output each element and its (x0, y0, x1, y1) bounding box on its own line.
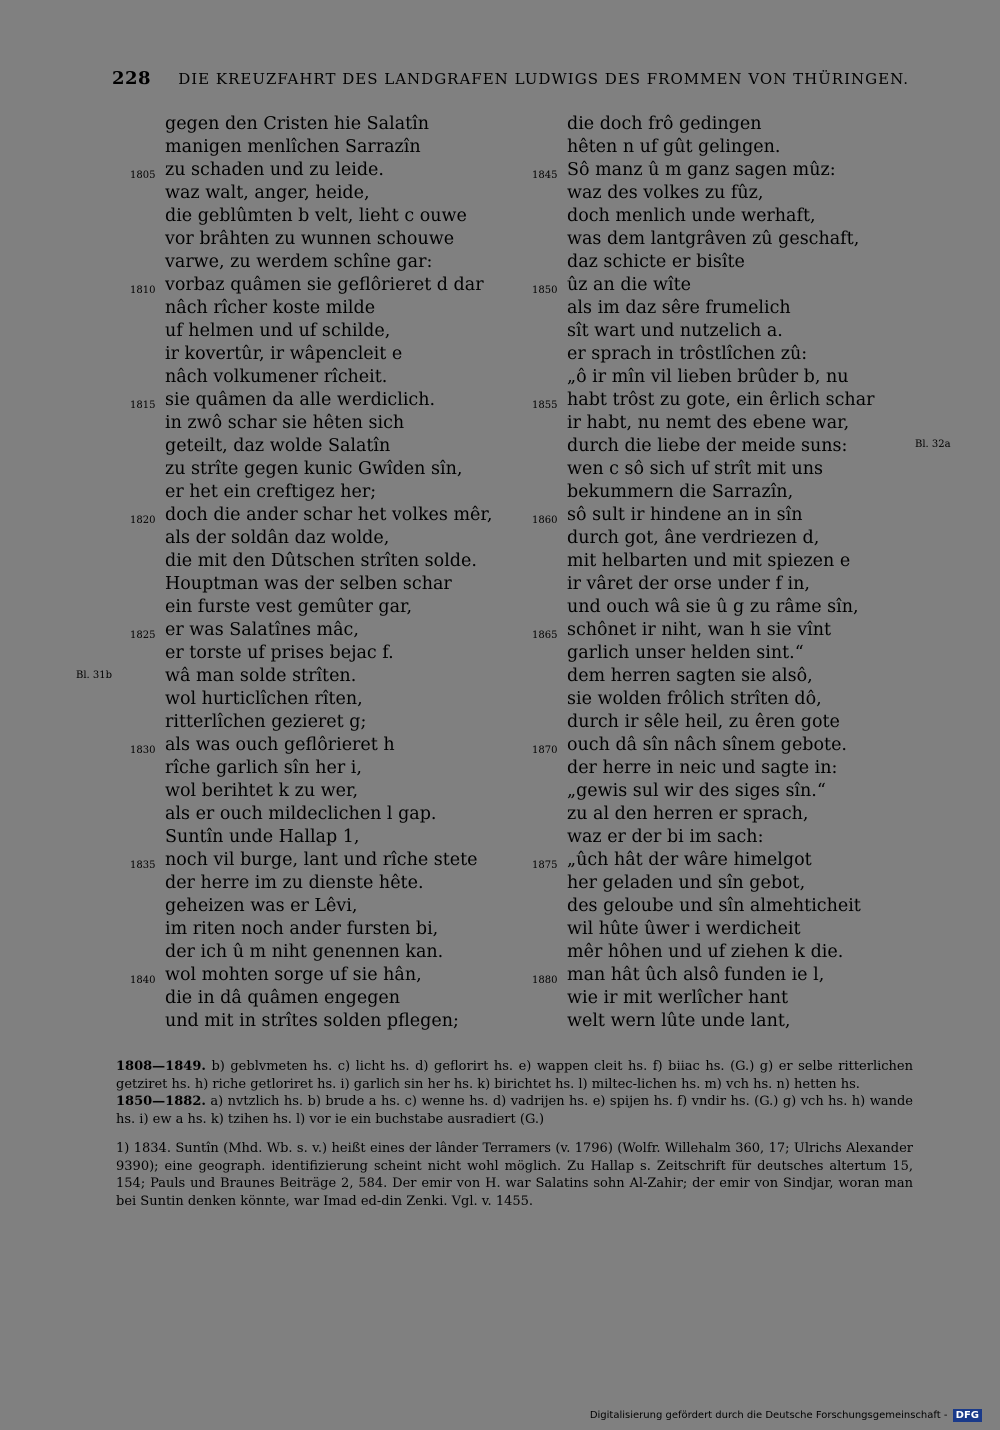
verse-line (532, 251, 892, 274)
line-number (532, 205, 567, 228)
line-number (130, 297, 165, 320)
verse-line (130, 895, 510, 918)
dfg-logo-icon: DFG (953, 1409, 982, 1422)
line-number: 1840 (130, 975, 156, 986)
line-number: 1880 (532, 975, 558, 986)
verse-line (130, 343, 510, 366)
verse-text: wen c sô sich uf strît mit uns (567, 459, 824, 479)
verse-line (532, 872, 892, 895)
verse-text: der herre im zu dienste hête. (165, 873, 424, 893)
verse-text: waz er der bi im sach: (567, 827, 764, 847)
verse-text: vorbaz quâmen sie geflôrieret d dar (165, 275, 484, 295)
verse-line (532, 527, 892, 550)
verse-text: vor brâhten zu wunnen schouwe (165, 229, 455, 249)
verse-line (130, 136, 510, 159)
verse-text: habt trôst zu gote, ein êrlich schar (567, 390, 875, 410)
verse-line (532, 274, 892, 297)
verse-text: „ô ir mîn vil lieben brûder b, nu (567, 367, 849, 387)
verse-line (130, 941, 510, 964)
verse-text: er was Salatînes mâc, (165, 620, 359, 640)
line-number (130, 320, 165, 343)
line-number (532, 573, 567, 596)
verse-text: durch got, âne verdriezen d, (567, 528, 820, 548)
line-number: 1830 (130, 745, 156, 756)
verse-line (532, 343, 892, 366)
line-number (130, 826, 165, 849)
verse-line (130, 757, 510, 780)
line-number (532, 366, 567, 389)
verse-line (130, 297, 510, 320)
line-number (130, 895, 165, 918)
folio-marker-right: Bl. 32a (915, 439, 951, 450)
verse-text: noch vil burge, lant und rîche stete (165, 850, 478, 870)
verse-text: garlich unser helden sint.“ (567, 643, 804, 663)
verse-line (130, 918, 510, 941)
verse-line (532, 918, 892, 941)
verse-line (130, 435, 510, 458)
line-number (532, 757, 567, 780)
verse-line (532, 780, 892, 803)
verse-text: gegen den Cristen hie Salatîn (165, 114, 430, 134)
verse-text: „gewis sul wir des siges sîn.“ (567, 781, 826, 801)
verse-text: man hât ûch alsô funden ie l, (567, 965, 825, 985)
verse-line (130, 228, 510, 251)
verse-line (532, 711, 892, 734)
verse-line (532, 1010, 892, 1033)
line-number (130, 642, 165, 665)
line-number (532, 550, 567, 573)
verse-text: er sprach in trôstlîchen zû: (567, 344, 808, 364)
verse-text: geheizen was er Lêvi, (165, 896, 358, 916)
verse-text: waz walt, anger, heide, (165, 183, 370, 203)
verse-line (532, 849, 892, 872)
line-number (532, 987, 567, 1010)
line-number (130, 803, 165, 826)
line-number: 1860 (532, 515, 558, 526)
line-number (130, 251, 165, 274)
line-number: 1810 (130, 285, 156, 296)
verse-text: er het ein creftigez her; (165, 482, 377, 502)
line-number (130, 780, 165, 803)
line-number (532, 872, 567, 895)
page-number: 228 (112, 68, 152, 89)
verse-line (532, 665, 892, 688)
verse-text: nâch volkumener rîcheit. (165, 367, 388, 387)
verse-line (130, 803, 510, 826)
line-number (532, 113, 567, 136)
running-title: DIE KREUZFAHRT DES LANDGRAFEN LUDWIGS DES FROMMEN VON THÜRINGEN. (178, 70, 910, 88)
verse-text: wol hurticlîchen rîten, (165, 689, 363, 709)
verse-text: die doch frô gedingen (567, 114, 762, 134)
verse-text: als der soldân daz wolde, (165, 528, 390, 548)
line-number (532, 228, 567, 251)
verse-line (532, 642, 892, 665)
verse-text: zu strîte gegen kunic Gwîden sîn, (165, 459, 463, 479)
verse-text: „ûch hât der wâre himelgot (567, 850, 812, 870)
line-number (532, 182, 567, 205)
verse-text: was dem lantgrâven zû geschaft, (567, 229, 860, 249)
verse-line (532, 619, 892, 642)
verse-text: nâch rîcher koste milde (165, 298, 376, 318)
verse-text: als im daz sêre frumelich (567, 298, 791, 318)
verse-line (130, 113, 510, 136)
verse-line (532, 435, 892, 458)
verse-text: er torste uf prises bejac f. (165, 643, 394, 663)
verse-line (130, 205, 510, 228)
line-number (532, 780, 567, 803)
verse-line (130, 481, 510, 504)
line-number (130, 527, 165, 550)
line-number (532, 596, 567, 619)
line-number (532, 941, 567, 964)
verse-text: ritterlîchen gezieret g; (165, 712, 367, 732)
line-number (130, 435, 165, 458)
line-number (532, 251, 567, 274)
line-number (532, 826, 567, 849)
note-block-2-head: 1850—1882. (116, 1094, 206, 1109)
verse-text: in zwô schar sie hêten sich (165, 413, 405, 433)
verse-text: varwe, zu werdem schîne gar: (165, 252, 433, 272)
verse-text: sie quâmen da alle werdiclich. (165, 390, 436, 410)
verse-line (532, 734, 892, 757)
verse-line (532, 757, 892, 780)
verse-text: her geladen und sîn gebot, (567, 873, 806, 893)
verse-line (532, 228, 892, 251)
verse-text: uf helmen und uf schilde, (165, 321, 391, 341)
verse-text: Houptman was der selben schar (165, 574, 452, 594)
line-number (130, 872, 165, 895)
verse-text: geteilt, daz wolde Salatîn (165, 436, 391, 456)
verse-line (130, 274, 510, 297)
verse-text: bekummern die Sarrazîn, (567, 482, 794, 502)
verse-line (532, 596, 892, 619)
verse-text: und mit in strîtes solden pflegen; (165, 1011, 459, 1031)
line-number (130, 596, 165, 619)
line-number: 1845 (532, 170, 558, 181)
line-number (130, 481, 165, 504)
verse-line (532, 458, 892, 481)
verse-line (532, 320, 892, 343)
verse-text: durch ir sêle heil, zu êren gote (567, 712, 840, 732)
verse-text: des geloube und sîn almehticheit (567, 896, 861, 916)
line-number: 1835 (130, 860, 156, 871)
verse-text: ein furste vest gemûter gar, (165, 597, 413, 617)
note-block-2 (116, 1093, 913, 1128)
line-number (532, 343, 567, 366)
verse-line (532, 412, 892, 435)
verse-line (532, 481, 892, 504)
verse-text: sie wolden frôlich strîten dô, (567, 689, 822, 709)
verse-text: rîche garlich sîn her i, (165, 758, 362, 778)
verse-line (532, 895, 892, 918)
verse-line (130, 596, 510, 619)
line-number (130, 941, 165, 964)
verse-line (532, 826, 892, 849)
verse-line (130, 159, 510, 182)
verse-line (130, 688, 510, 711)
line-number (532, 895, 567, 918)
verse-text: die in dâ quâmen engegen (165, 988, 401, 1008)
line-number (130, 412, 165, 435)
line-number: 1825 (130, 630, 156, 641)
page-header (112, 68, 910, 89)
verse-line (130, 458, 510, 481)
folio-marker-left: Bl. 31b (76, 670, 113, 681)
verse-line (130, 619, 510, 642)
note-block-2-text: a) nvtzlich hs. b) brude a hs. c) wenne hs. d) vadrijen hs. e) spijen hs. f) vndir hs. (G.) g) vch hs. h) wande hs. i) ew a hs. k) tzihen hs. l) vor ie ein buchstabe ausradiert (G.) (116, 1094, 913, 1127)
verse-line (532, 550, 892, 573)
line-number (130, 366, 165, 389)
verse-line (532, 366, 892, 389)
verse-text: die geblûmten b velt, lieht c ouwe (165, 206, 467, 226)
apparatus-notes (116, 1058, 913, 1210)
line-number (130, 343, 165, 366)
verse-line (130, 527, 510, 550)
line-number (532, 711, 567, 734)
verse-line (130, 412, 510, 435)
verse-text: sô sult ir hindene an in sîn (567, 505, 803, 525)
verse-text: der ich û m niht genennen kan. (165, 942, 444, 962)
line-number (532, 320, 567, 343)
verse-line (130, 251, 510, 274)
line-number (130, 1010, 165, 1033)
line-number (130, 711, 165, 734)
verse-text: ir vâret der orse under f in, (567, 574, 810, 594)
verse-text: ir kovertûr, ir wâpencleit e (165, 344, 403, 364)
verse-text: ouch dâ sîn nâch sînem gebote. (567, 735, 847, 755)
line-number (532, 918, 567, 941)
verse-text: als was ouch geflôrieret h (165, 735, 395, 755)
verse-text: welt wern lûte unde lant, (567, 1011, 791, 1031)
line-number (532, 1010, 567, 1033)
verse-line (130, 734, 510, 757)
footer-text: Digitalisierung gefördert durch die Deutsche Forschungsgemeinschaft - (589, 1410, 948, 1421)
verse-line (532, 964, 892, 987)
line-number (532, 642, 567, 665)
verse-text: manigen menlîchen Sarrazîn (165, 137, 421, 157)
verse-line (130, 182, 510, 205)
verse-line (130, 642, 510, 665)
verse-text: wâ man solde strîten. (165, 666, 357, 686)
line-number: 1805 (130, 170, 156, 181)
verse-text: Suntîn unde Hallap 1, (165, 827, 360, 847)
verse-text: zu al den herren er sprach, (567, 804, 809, 824)
line-number (532, 458, 567, 481)
verse-line (130, 665, 510, 688)
verse-text: wol berihtet k zu wer, (165, 781, 359, 801)
line-number (130, 228, 165, 251)
line-number: 1870 (532, 745, 558, 756)
verse-text: durch die liebe der meide suns: (567, 436, 848, 456)
right-verse-column (532, 113, 892, 1033)
verse-line (130, 320, 510, 343)
line-number: 1815 (130, 400, 156, 411)
verse-text: ûz an die wîte (567, 275, 692, 295)
verse-text: mit helbarten und mit spiezen e (567, 551, 851, 571)
verse-text: sît wart und nutzelich a. (567, 321, 783, 341)
line-number (130, 665, 165, 688)
line-number (532, 136, 567, 159)
note-block-1-head: 1808—1849. (116, 1059, 206, 1074)
verse-line (130, 872, 510, 895)
verse-text: und ouch wâ sie û g zu râme sîn, (567, 597, 859, 617)
line-number (532, 412, 567, 435)
note-block-1-text: b) geblvmeten hs. c) licht hs. d) geflorirt hs. e) wappen cleit hs. f) biiac hs. (G.) g) er selbe ritterlichen getziret hs. h) riche getloriret hs. i) garlich sin her hs. k) birichtet hs. l) miltec-lichen hs. m) vch hs. n) hetten hs. (116, 1059, 913, 1092)
verse-text: die mit den Dûtschen strîten solde. (165, 551, 477, 571)
verse-text: doch menlich unde werhaft, (567, 206, 816, 226)
line-number: 1820 (130, 515, 156, 526)
verse-line (532, 389, 892, 412)
verse-line (130, 504, 510, 527)
left-verse-column (130, 113, 510, 1033)
verse-line (532, 987, 892, 1010)
verse-line (532, 504, 892, 527)
footnote: 1) 1834. Suntîn (Mhd. Wb. s. v.) heißt eines der lânder Terramers (v. 1796) (Wolfr. Willehalm 360, 17; Ulrichs Alexander 9390); eine geograph. identifizierung scheint nicht wohl möglich. Zu Hallap s. Zeitschrift für deutsches altertum 15, 154; Pauls und Braunes Beiträge 2, 584. Der emir von H. war Salatins sohn Al-Zahir; der emir von Sindjar, woran man bei Suntin denken könnte, war Imad ed-din Zenki. Vgl. v. 1455. (116, 1141, 913, 1209)
verse-line (532, 688, 892, 711)
verse-line (532, 941, 892, 964)
verse-text: hêten n uf gût gelingen. (567, 137, 781, 157)
verse-line (130, 573, 510, 596)
verse-line (130, 711, 510, 734)
line-number (532, 688, 567, 711)
line-number: 1875 (532, 860, 558, 871)
line-number (532, 527, 567, 550)
verse-text: Sô manz û m ganz sagen mûz: (567, 160, 836, 180)
verse-line (130, 987, 510, 1010)
line-number (130, 136, 165, 159)
line-number (532, 665, 567, 688)
verse-text: ir habt, nu nemt des ebene war, (567, 413, 850, 433)
line-number (130, 205, 165, 228)
line-number (532, 803, 567, 826)
line-number (130, 688, 165, 711)
verse-text: der herre in neic und sagte in: (567, 758, 838, 778)
line-number (130, 987, 165, 1010)
verse-text: wie ir mit werlîcher hant (567, 988, 789, 1008)
line-number (532, 481, 567, 504)
verse-line (532, 573, 892, 596)
verse-text: doch die ander schar het volkes mêr, (165, 505, 493, 525)
note-block-1 (116, 1058, 913, 1093)
line-number (130, 458, 165, 481)
line-number (130, 757, 165, 780)
verse-text: im riten noch ander fursten bi, (165, 919, 439, 939)
verse-text: waz des volkes zu fûz, (567, 183, 764, 203)
line-number (130, 113, 165, 136)
verse-line (130, 780, 510, 803)
verse-line (532, 803, 892, 826)
verse-text: schônet ir niht, wan h sie vînt (567, 620, 831, 640)
verse-line (130, 964, 510, 987)
verse-line (130, 366, 510, 389)
verse-line (130, 1010, 510, 1033)
verse-line (532, 113, 892, 136)
verse-text: wil hûte ûwer i werdicheit (567, 919, 801, 939)
line-number (130, 182, 165, 205)
verse-text: als er ouch mildeclichen l gap. (165, 804, 437, 824)
verse-line (532, 205, 892, 228)
line-number: 1865 (532, 630, 558, 641)
verse-text: zu schaden und zu leide. (165, 160, 384, 180)
line-number (130, 918, 165, 941)
digitization-footer (590, 1409, 982, 1422)
verse-line (532, 159, 892, 182)
verse-line (130, 389, 510, 412)
line-number (532, 435, 567, 458)
verse-line (130, 550, 510, 573)
line-number: 1855 (532, 400, 558, 411)
verse-text: dem herren sagten sie alsô, (567, 666, 813, 686)
verse-text: mêr hôhen und uf ziehen k die. (567, 942, 844, 962)
verse-line (532, 297, 892, 320)
line-number (532, 297, 567, 320)
verse-line (532, 136, 892, 159)
verse-line (130, 826, 510, 849)
verse-line (130, 849, 510, 872)
verse-line (532, 182, 892, 205)
line-number (130, 550, 165, 573)
verse-text: daz schicte er bisîte (567, 252, 745, 272)
verse-text: wol mohten sorge uf sie hân, (165, 965, 422, 985)
line-number (130, 573, 165, 596)
line-number: 1850 (532, 285, 558, 296)
